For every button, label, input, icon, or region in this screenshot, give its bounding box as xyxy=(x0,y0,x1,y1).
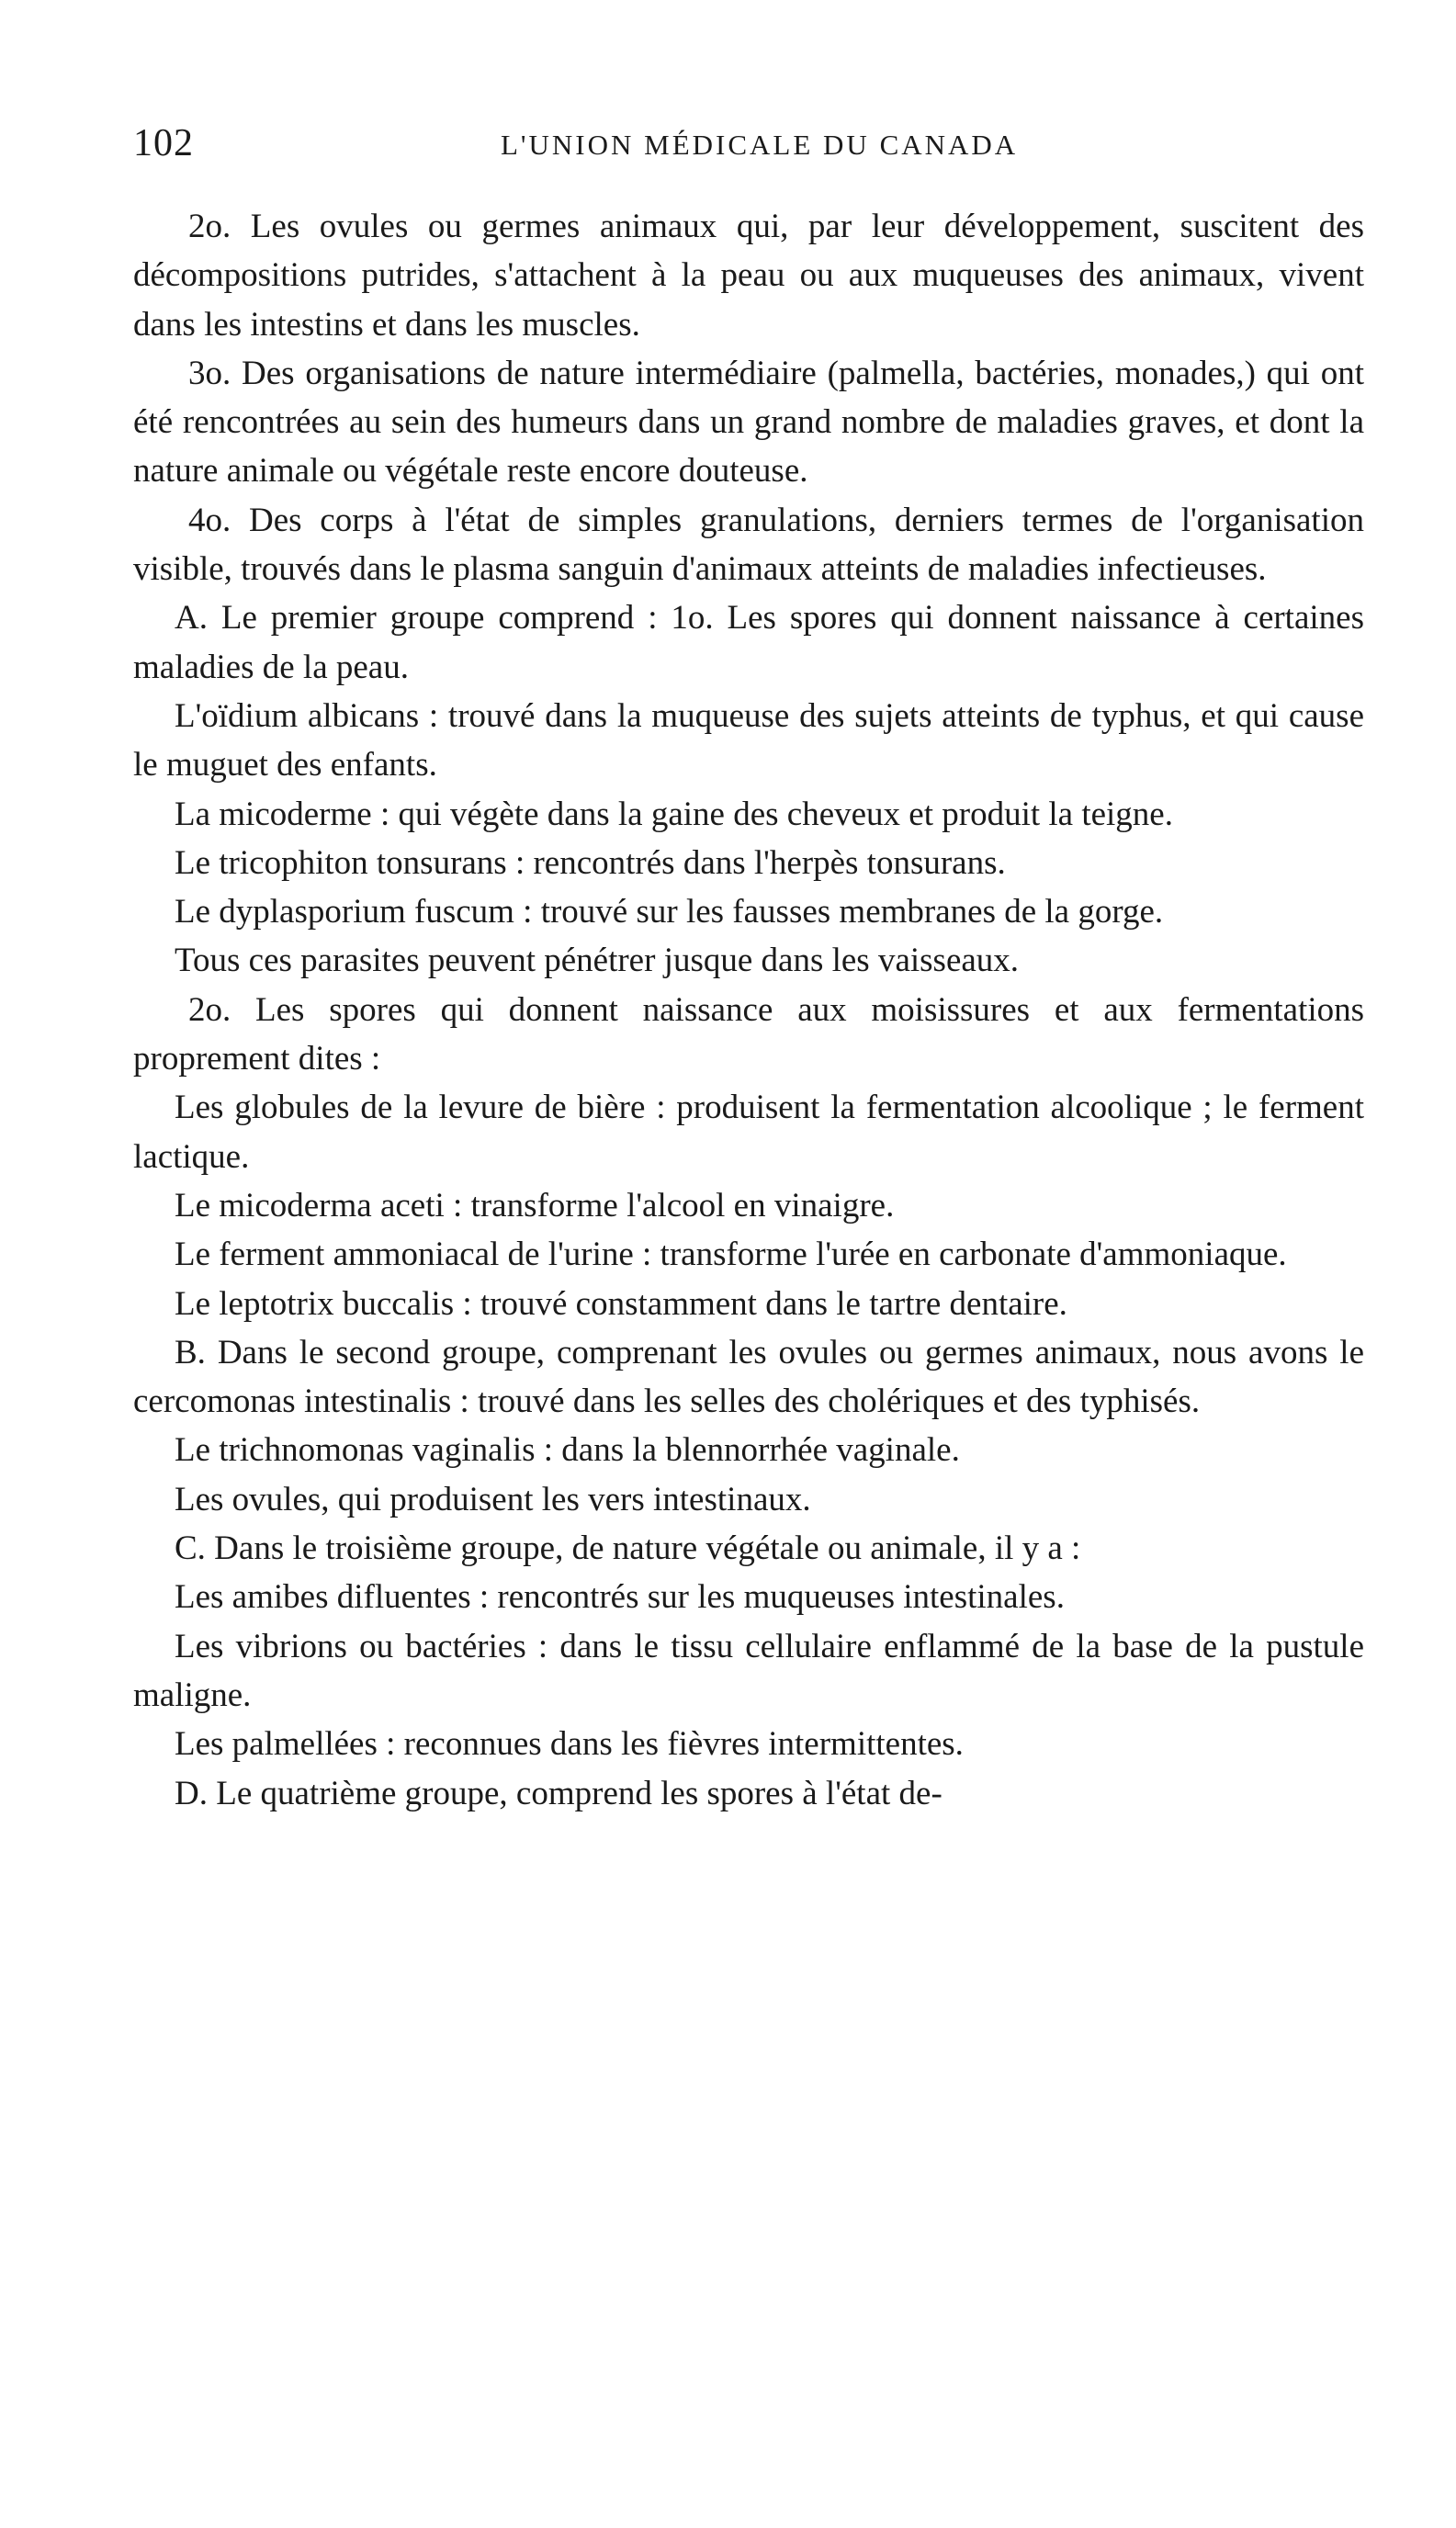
paragraph: 2o. Les spores qui donnent naissance aux moisissures et aux fermentations proprement dites : xyxy=(133,990,1364,1078)
paragraph: 3o. Des organisations de nature intermédiaire (palmella, bactéries, monades,) qui ont été rencontrées au sein des humeurs dans un grand nombre de maladies graves, et dont la nature animale ou végétale reste encore douteuse. xyxy=(133,354,1364,491)
paragraph: Tous ces parasites peuvent pénétrer jusque dans les vaisseaux. xyxy=(175,942,1020,980)
paragraph: 4o. Des corps à l'état de simples granulations, derniers termes de l'organisation visible, trouvés dans le plasma sanguin d'animaux atteints de maladies infectieuses. xyxy=(133,501,1364,589)
page-number: 102 xyxy=(133,122,194,164)
paragraph: Le ferment ammoniacal de l'urine : transforme l'urée en carbonate d'ammoniaque. xyxy=(175,1236,1287,1274)
paragraph: Les palmellées : reconnues dans les fièvres intermittentes. xyxy=(175,1725,964,1764)
paragraph: Le dyplasporium fuscum : trouvé sur les fausses membranes de la gorge. xyxy=(175,893,1164,931)
paragraph: 2o. Les ovules ou germes animaux qui, par leur développement, suscitent des décompositions putrides, s'attachent à la peau ou aux muqueuses des animaux, vivent dans les intestins et dans les muscles. xyxy=(133,208,1364,344)
paragraph: C. Dans le troisième groupe, de nature végétale ou animale, il y a : xyxy=(175,1529,1081,1568)
paragraph: La micoderme : qui végète dans la gaine des cheveux et produit la teigne. xyxy=(175,795,1173,833)
document-page xyxy=(133,110,1364,1818)
paragraph: Les ovules, qui produisent les vers intestinaux. xyxy=(175,1480,811,1518)
paragraph: Le tricophiton tonsurans : rencontrés dans l'herpès tonsurans. xyxy=(175,843,1006,882)
body-text xyxy=(133,202,1364,1818)
paragraph: Les globules de la levure de bière : produisent la fermentation alcoolique ; le ferment lactique. xyxy=(133,1089,1364,1176)
page-header xyxy=(133,110,1364,184)
paragraph: Le leptotrix buccalis : trouvé constamment dans le tartre dentaire. xyxy=(175,1284,1067,1323)
paragraph: D. Le quatrième groupe, comprend les spores à l'état de- xyxy=(175,1774,942,1812)
paragraph: Le micoderma aceti : transforme l'alcool en vinaigre. xyxy=(175,1186,895,1224)
running-title: L'UNION MÉDICALE DU CANADA xyxy=(501,129,1019,161)
paragraph: Les vibrions ou bactéries : dans le tissu cellulaire enflammé de la base de la pustule maligne. xyxy=(133,1627,1364,1714)
paragraph: Les amibes difluentes : rencontrés sur les muqueuses intestinales. xyxy=(175,1578,1065,1617)
paragraph: A. Le premier groupe comprend : 1o. Les spores qui donnent naissance à certaines maladies de la peau. xyxy=(133,599,1364,686)
paragraph: Le trichnomonas vaginalis : dans la blennorrhée vaginale. xyxy=(175,1431,960,1470)
paragraph: B. Dans le second groupe, comprenant les ovules ou germes animaux, nous avons le cercomonas intestinalis : trouvé dans les selles des cholériques et des typhisés. xyxy=(133,1333,1364,1421)
paragraph: L'oïdium albicans : trouvé dans la muqueuse des sujets atteints de typhus, et qui cause le muguet des enfants. xyxy=(133,696,1364,784)
